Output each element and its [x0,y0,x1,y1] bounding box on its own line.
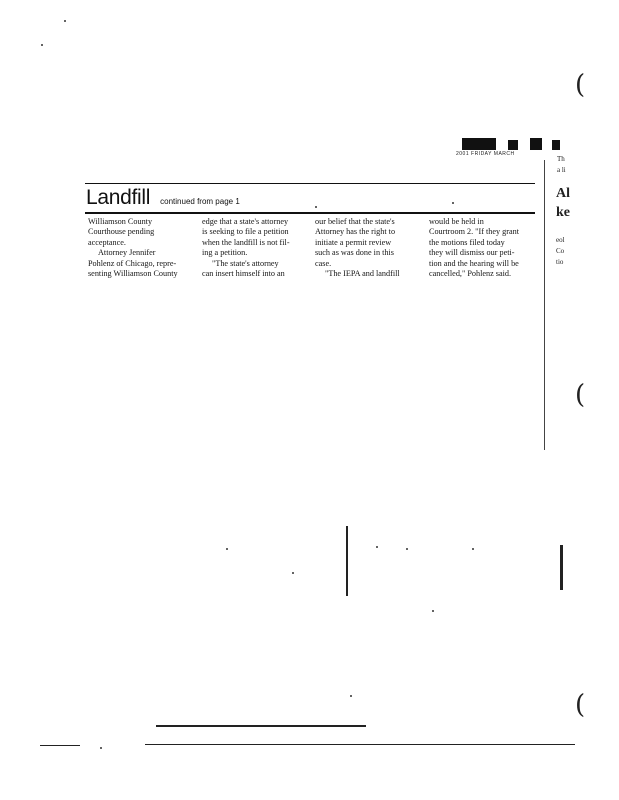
scan-speck [472,548,474,550]
scan-speck [376,546,378,548]
paragraph [315,269,427,279]
text-line: "The IEPA and landfill [325,269,400,279]
side-text: eol [556,236,565,244]
scan-speck [432,610,434,612]
side-text: tio [556,258,564,266]
text-line: Attorney has the right to [315,227,396,237]
side-heading: ke [556,205,570,220]
text-line: Williamson County [88,217,153,226]
scan-speck [452,202,454,204]
text-line: "The state's attorney [212,258,279,268]
paragraph [202,259,314,280]
scan-speck [41,44,43,46]
masthead-caption: 2001 FRIDAY MARCH [456,151,515,157]
article-column-4 [429,217,541,279]
text-line: can insert himself into an [202,269,285,279]
text-line: would be held in [429,217,484,226]
jump-line: continued from page 1 [160,197,240,206]
paragraph [429,217,541,279]
side-text: a li [557,166,566,174]
side-text: Co [556,247,565,255]
side-text: Th [557,155,565,163]
binding-mark: ( [575,380,586,410]
scan-speck [406,548,408,550]
scan-speck [100,747,102,749]
masthead-letter [530,138,542,150]
paragraph [88,217,200,248]
text-line: ing a petition. [202,248,248,258]
text-line: such as was done in this [315,248,394,258]
text-line: when the landfill is not fil- [202,237,290,247]
text-line: Pohlenz of Chicago, repre- [88,258,177,268]
scan-line [40,745,80,746]
scan-speck [350,695,352,697]
text-line: our belief that the state's [315,217,395,226]
scan-line [145,744,575,745]
text-line: Attorney Jennifer [98,248,156,258]
binding-mark: ( [575,70,586,100]
article-column-1 [88,217,200,279]
article-header [86,186,240,210]
paragraph [88,248,200,279]
binding-mark: ( [575,690,586,720]
scan-speck [292,572,294,574]
text-line: initiate a permit review [315,237,392,247]
text-line: senting Williamson County [88,269,178,279]
text-line: Courtroom 2. "If they grant [429,227,519,237]
scan-line [560,545,563,590]
masthead-letter [462,138,496,150]
paragraph [315,217,427,269]
text-line: Courthouse pending [88,227,155,237]
text-line: is seeking to file a petition [202,227,289,237]
text-line: case. [315,258,332,268]
text-line: cancelled," Pohlenz said. [429,269,512,279]
page-edge-rule [544,160,545,450]
headline-rule [85,212,535,214]
scan-speck [315,206,317,208]
article-column-3 [315,217,427,279]
text-line: edge that a state's attorney [202,217,289,226]
article-headline: Landfill [86,186,151,209]
masthead-letter [508,140,518,150]
scan-speck [226,548,228,550]
masthead-letter [552,140,560,150]
scan-line [156,725,366,727]
side-heading: Al [556,186,570,201]
scan-line [346,526,348,596]
text-line: the motions filed today [429,237,505,247]
scan-speck [64,20,66,22]
article-column-2 [202,217,314,279]
text-line: acceptance. [88,237,126,247]
top-rule [85,183,535,184]
text-line: tion and the hearing will be [429,258,519,268]
paragraph [202,217,314,259]
text-line: they will dismiss our peti- [429,248,515,258]
